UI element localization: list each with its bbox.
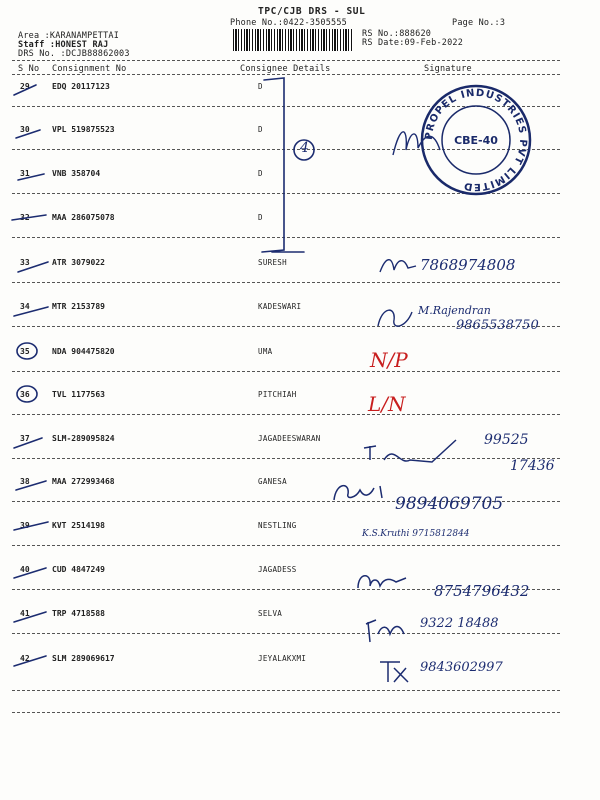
signature-row41 bbox=[364, 612, 414, 646]
row-sno: 40 bbox=[20, 565, 30, 574]
row-sno: 32 bbox=[20, 213, 30, 222]
row-consignee: UMA bbox=[258, 347, 273, 356]
drs-title: TPC/CJB DRS - SUL bbox=[258, 6, 366, 17]
tick-mark bbox=[18, 262, 48, 272]
row-consignment: MTR 2153789 bbox=[52, 302, 105, 311]
tick-mark bbox=[16, 130, 40, 138]
row-sno: 42 bbox=[20, 654, 30, 663]
phone-number: Phone No.:0422-3505555 bbox=[230, 18, 347, 28]
drs-number: DRS No. :DCJB88862003 bbox=[18, 49, 130, 59]
phone-row41: 9322 18488 bbox=[420, 616, 499, 631]
row-consignee: D bbox=[258, 213, 263, 222]
row-consignment: SLM-289095824 bbox=[52, 434, 115, 443]
row-consignee: D bbox=[258, 82, 263, 91]
signature-row42 bbox=[376, 656, 416, 686]
row-consignment: TVL 1177563 bbox=[52, 390, 105, 399]
signature-row40 bbox=[354, 568, 414, 598]
col-consignment: Consignment No bbox=[52, 64, 127, 74]
row-sno: 39 bbox=[20, 521, 30, 530]
tick-mark bbox=[14, 568, 46, 578]
stamp-text: PROPEL INDUSTRIES PVT LIMITED bbox=[423, 87, 529, 193]
row-consignment: VPL 519875523 bbox=[52, 125, 115, 134]
circle-mark bbox=[17, 343, 37, 359]
row-consignee: JAGADESS bbox=[258, 565, 297, 574]
tick-mark bbox=[16, 481, 46, 490]
sign-row39: K.S.Kruthi 9715812844 bbox=[362, 529, 470, 539]
col-signature: Signature bbox=[424, 64, 472, 74]
tick-mark bbox=[14, 438, 42, 448]
rs-date: RS Date:09-Feb-2022 bbox=[362, 38, 464, 48]
row-consignee: D bbox=[258, 169, 263, 178]
row-consignment: VNB 358704 bbox=[52, 169, 101, 178]
tick-mark bbox=[14, 656, 46, 666]
area-label: Area :KARANAMPETTAI bbox=[18, 31, 120, 41]
row-sno: 36 bbox=[20, 390, 30, 399]
row-consignment: ATR 3079022 bbox=[52, 258, 105, 267]
row-consignee: GANESA bbox=[258, 477, 287, 486]
rs-number: RS No.:888620 bbox=[362, 29, 432, 39]
tick-mark bbox=[14, 522, 48, 530]
stamp-code: CBE-40 bbox=[454, 134, 498, 147]
col-sno: S No bbox=[18, 64, 40, 74]
phone-row33: 7868974808 bbox=[420, 256, 516, 274]
signature-row37 bbox=[360, 436, 470, 476]
row-consignment: NDA 904475820 bbox=[52, 347, 115, 356]
staff-label: Staff :HONEST RAJ bbox=[18, 40, 109, 50]
tick-mark bbox=[14, 307, 48, 316]
row-sno: 29 bbox=[20, 82, 30, 91]
circle-mark bbox=[17, 386, 37, 402]
tick-mark bbox=[12, 215, 46, 220]
tick-mark bbox=[18, 174, 44, 180]
row-consignee: PITCHIAH bbox=[258, 390, 297, 399]
signature-row30 bbox=[388, 120, 448, 160]
num2-row37: 17436 bbox=[510, 458, 555, 474]
row-consignment: EDQ 20117123 bbox=[52, 82, 110, 91]
row-sno: 41 bbox=[20, 609, 30, 618]
row-consignee: D bbox=[258, 125, 263, 134]
signature-row34 bbox=[376, 304, 416, 332]
row-consignment: SLM 289069617 bbox=[52, 654, 115, 663]
row-sno: 33 bbox=[20, 258, 30, 267]
signature-row33 bbox=[378, 252, 418, 276]
row-consignment: CUD 4847249 bbox=[52, 565, 105, 574]
page-number: Page No.:3 bbox=[452, 18, 506, 28]
row-consignment: TRP 4718588 bbox=[52, 609, 105, 618]
signature-row38 bbox=[330, 478, 390, 506]
num1-row37: 99525 bbox=[484, 432, 529, 448]
status-row35: N/P bbox=[370, 348, 408, 372]
row-consignee: SURESH bbox=[258, 258, 287, 267]
row-consignee: JEYALAKXMI bbox=[258, 654, 307, 663]
phone-row40: 8754796432 bbox=[434, 582, 530, 600]
row-sno: 30 bbox=[20, 125, 30, 134]
row-sno: 35 bbox=[20, 347, 30, 356]
row-consignee: SELVA bbox=[258, 609, 283, 618]
phone-row34: 9865538750 bbox=[456, 318, 539, 333]
row-sno: 31 bbox=[20, 169, 30, 178]
row-consignment: MAA 272993468 bbox=[52, 477, 115, 486]
bracket-note: 4 bbox=[300, 140, 309, 156]
row-consignee: JAGADEESWARAN bbox=[258, 434, 321, 443]
col-consignee: Consignee Details bbox=[240, 64, 331, 74]
row-sno: 34 bbox=[20, 302, 30, 311]
row-consignment: KVT 2514198 bbox=[52, 521, 105, 530]
status-row36: L/N bbox=[368, 392, 406, 416]
row-sno: 37 bbox=[20, 434, 30, 443]
phone-row42: 9843602997 bbox=[420, 660, 503, 675]
bracket-mark bbox=[262, 78, 304, 252]
row-consignee: NESTLING bbox=[258, 521, 297, 530]
row-consignment: MAA 286075078 bbox=[52, 213, 115, 222]
tick-mark bbox=[14, 85, 36, 95]
phone-row38: 9894069705 bbox=[395, 494, 504, 514]
tick-mark bbox=[14, 612, 46, 622]
row-sno: 38 bbox=[20, 477, 30, 486]
row-consignee: KADESWARI bbox=[258, 302, 302, 311]
sign-row34: M.Rajendran bbox=[418, 304, 491, 317]
